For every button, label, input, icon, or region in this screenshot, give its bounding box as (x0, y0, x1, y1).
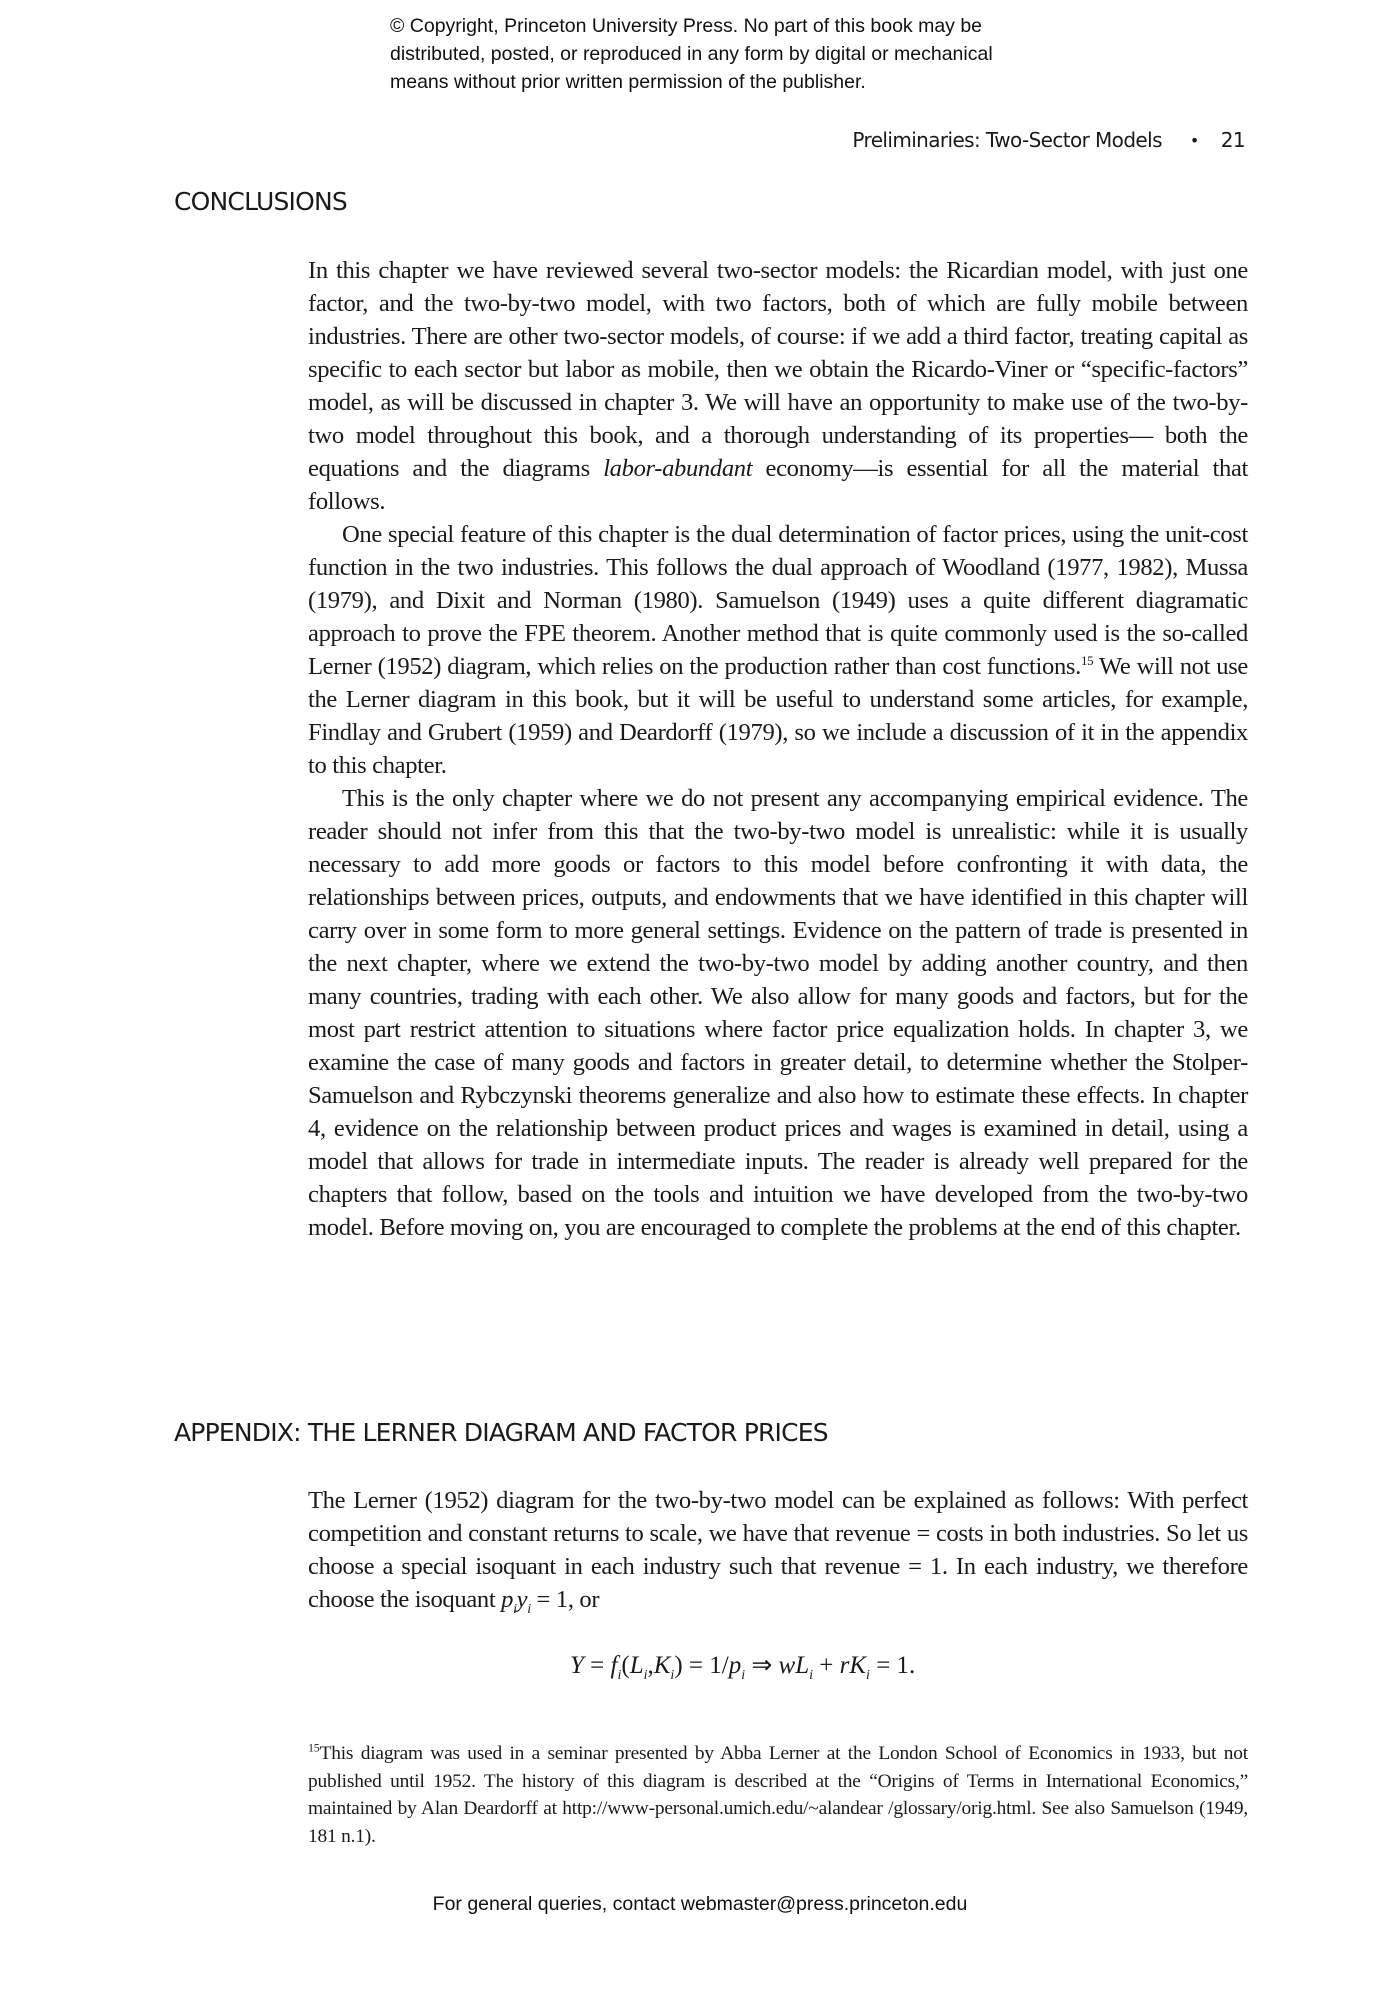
paragraph-text: One special feature of this chapter is the dual determination of factor prices, using the unit-cost function in the two industries. This follows the dual approach of Woodland (1977, 1982), Mussa (1979), and Dixit and Norman (1980). Samuelson (1949) uses a quite different diagramatic approach to prove the FPE theorem. Another method that is quite commonly used is the so-called Lerner (1952) diagram, which relies on the production rather than cost functions. (308, 521, 1248, 680)
conclusions-paragraph-3: This is the only chapter where we do not present any accompanying empirical evidence. The reader should not infer from this that the two-by-two model is unrealistic: while it is usually necessary to add more goods or factors to this model before confronting it with data, the relationships between prices, outputs, and endowments that we have identified in this chapter will carry over in some form to more general settings. Evidence on the pattern of trade is presented in the next chapter, where we extend the two-by-two model by adding another country, and then many countries, trading with each other. We also allow for many goods and factors, but for the most part restrict attention to situations where factor price equalization holds. In chapter 3, we examine the case of many goods and factors in greater detail, to determine whether the Stolper-Samuelson and Rybczynski theorems generalize and also how to estimate these effects. In chapter 4, evidence on the relationship between product prices and wages is examined in detail, using a model that allows for trade in intermediate inputs. The reader is already well prepared for the chapters that follow, based on the tools and intuition we have developed from the two-by-two model. Before moving on, you are encouraged to complete the problems at the end of this chapter. (308, 785, 1248, 1241)
paragraph-text: The Lerner (1952) diagram for the two-by-two model can be explained as follows: With perfect competition and constant returns to scale, we have that revenue = costs in both industries. So let us choose a special isoquant in each industry such that revenue = 1. In each industry, we therefore choose the isoquant (308, 1487, 1248, 1613)
math-p: $p_i$ (728, 1652, 746, 1683)
math-p: $p_i$ (501, 1586, 517, 1617)
lerner-equation: $Y = f_i(L_i,K_i) = 1/p_i$ ⇒ $wL_i + rK_i = 1$. (570, 1652, 916, 1683)
copyright-notice (390, 12, 1070, 96)
bullet-separator-icon: • (1189, 131, 1199, 150)
math-wL: $wL_i$ (778, 1652, 814, 1683)
paragraph-text: In this chapter we have reviewed several two-sector models: the Ricardian model, with just one factor, and the two-by-two model, with two factors, both of which are fully mobile between industries. There are other two-sector models, of course: if we add a third factor, treating capital as specific to each sector but labor as mobile, then we obtain the Ricardo-Viner or “specific-factors” model, as will be discussed in chapter 3. We will have an opportunity to make use of the two-by-two model throughout this book, and a thorough understanding of its properties— both the equations and the diagrams (308, 257, 1248, 482)
math-rK: $rK_i$ (839, 1652, 870, 1683)
conclusions-paragraph-2 (308, 518, 1248, 782)
math-y: $y_i$ (516, 1586, 531, 1617)
footnote-reference[interactable]: 15 (1080, 652, 1094, 668)
conclusions-paragraph-1 (308, 254, 1248, 518)
appendix-paragraph (308, 1484, 1248, 1626)
appendix-heading: APPENDIX: THE LERNER DIAGRAM AND FACTOR PRICES (174, 1418, 828, 1447)
appendix-body (308, 1484, 1248, 1626)
page-number: 21 (1220, 128, 1245, 152)
paragraph-text: economy—is essential for all the material that follows. (308, 455, 1249, 515)
implies-arrow-icon: ⇒ (745, 1652, 779, 1679)
conclusions-heading: CONCLUSIONS (174, 187, 347, 216)
copyright-line: distributed, posted, or reproduced in any form by digital or mechanical (390, 43, 993, 65)
paragraph-text: = 1, or (530, 1586, 600, 1613)
copyright-line: © Copyright, Princeton University Press. No part of this book may be (390, 15, 983, 37)
math-L: $L_i$ (629, 1652, 648, 1683)
footnote-15 (308, 1740, 1248, 1850)
conclusions-body (308, 254, 1248, 1244)
running-head-title: Preliminaries: Two-Sector Models (852, 128, 1162, 152)
running-head (852, 128, 1245, 152)
math-Y: Y (570, 1652, 584, 1679)
math-f: $f_i$ (610, 1652, 622, 1683)
paragraph-text: We will not use the Lerner diagram in this book, but it will be useful to understand some articles, for example, Findlay and Grubert (1959) and Deardorff (1979), so we include a discussion of it in the appendix to this chapter. (308, 653, 1248, 779)
italic-term: labor-abundant (603, 455, 753, 482)
contact-footer: For general queries, contact webmaster@press.princeton.edu (432, 1893, 968, 1915)
footnote-mark: 15 (308, 1740, 320, 1755)
copyright-line: means without prior written permission of the publisher. (390, 71, 866, 93)
footnote-text: This diagram was used in a seminar presented by Abba Lerner at the London School of Economics in 1933, but not published until 1952. The history of this diagram is described at the “Origins of Terms in International Economics,” maintained by Alan Deardorff at http://www-personal.umich.edu/~alandear /glossary/orig.html. See also Samuelson (1949, 181 n.1). (308, 1743, 1248, 1847)
math-K: $K_i$ (653, 1652, 675, 1683)
